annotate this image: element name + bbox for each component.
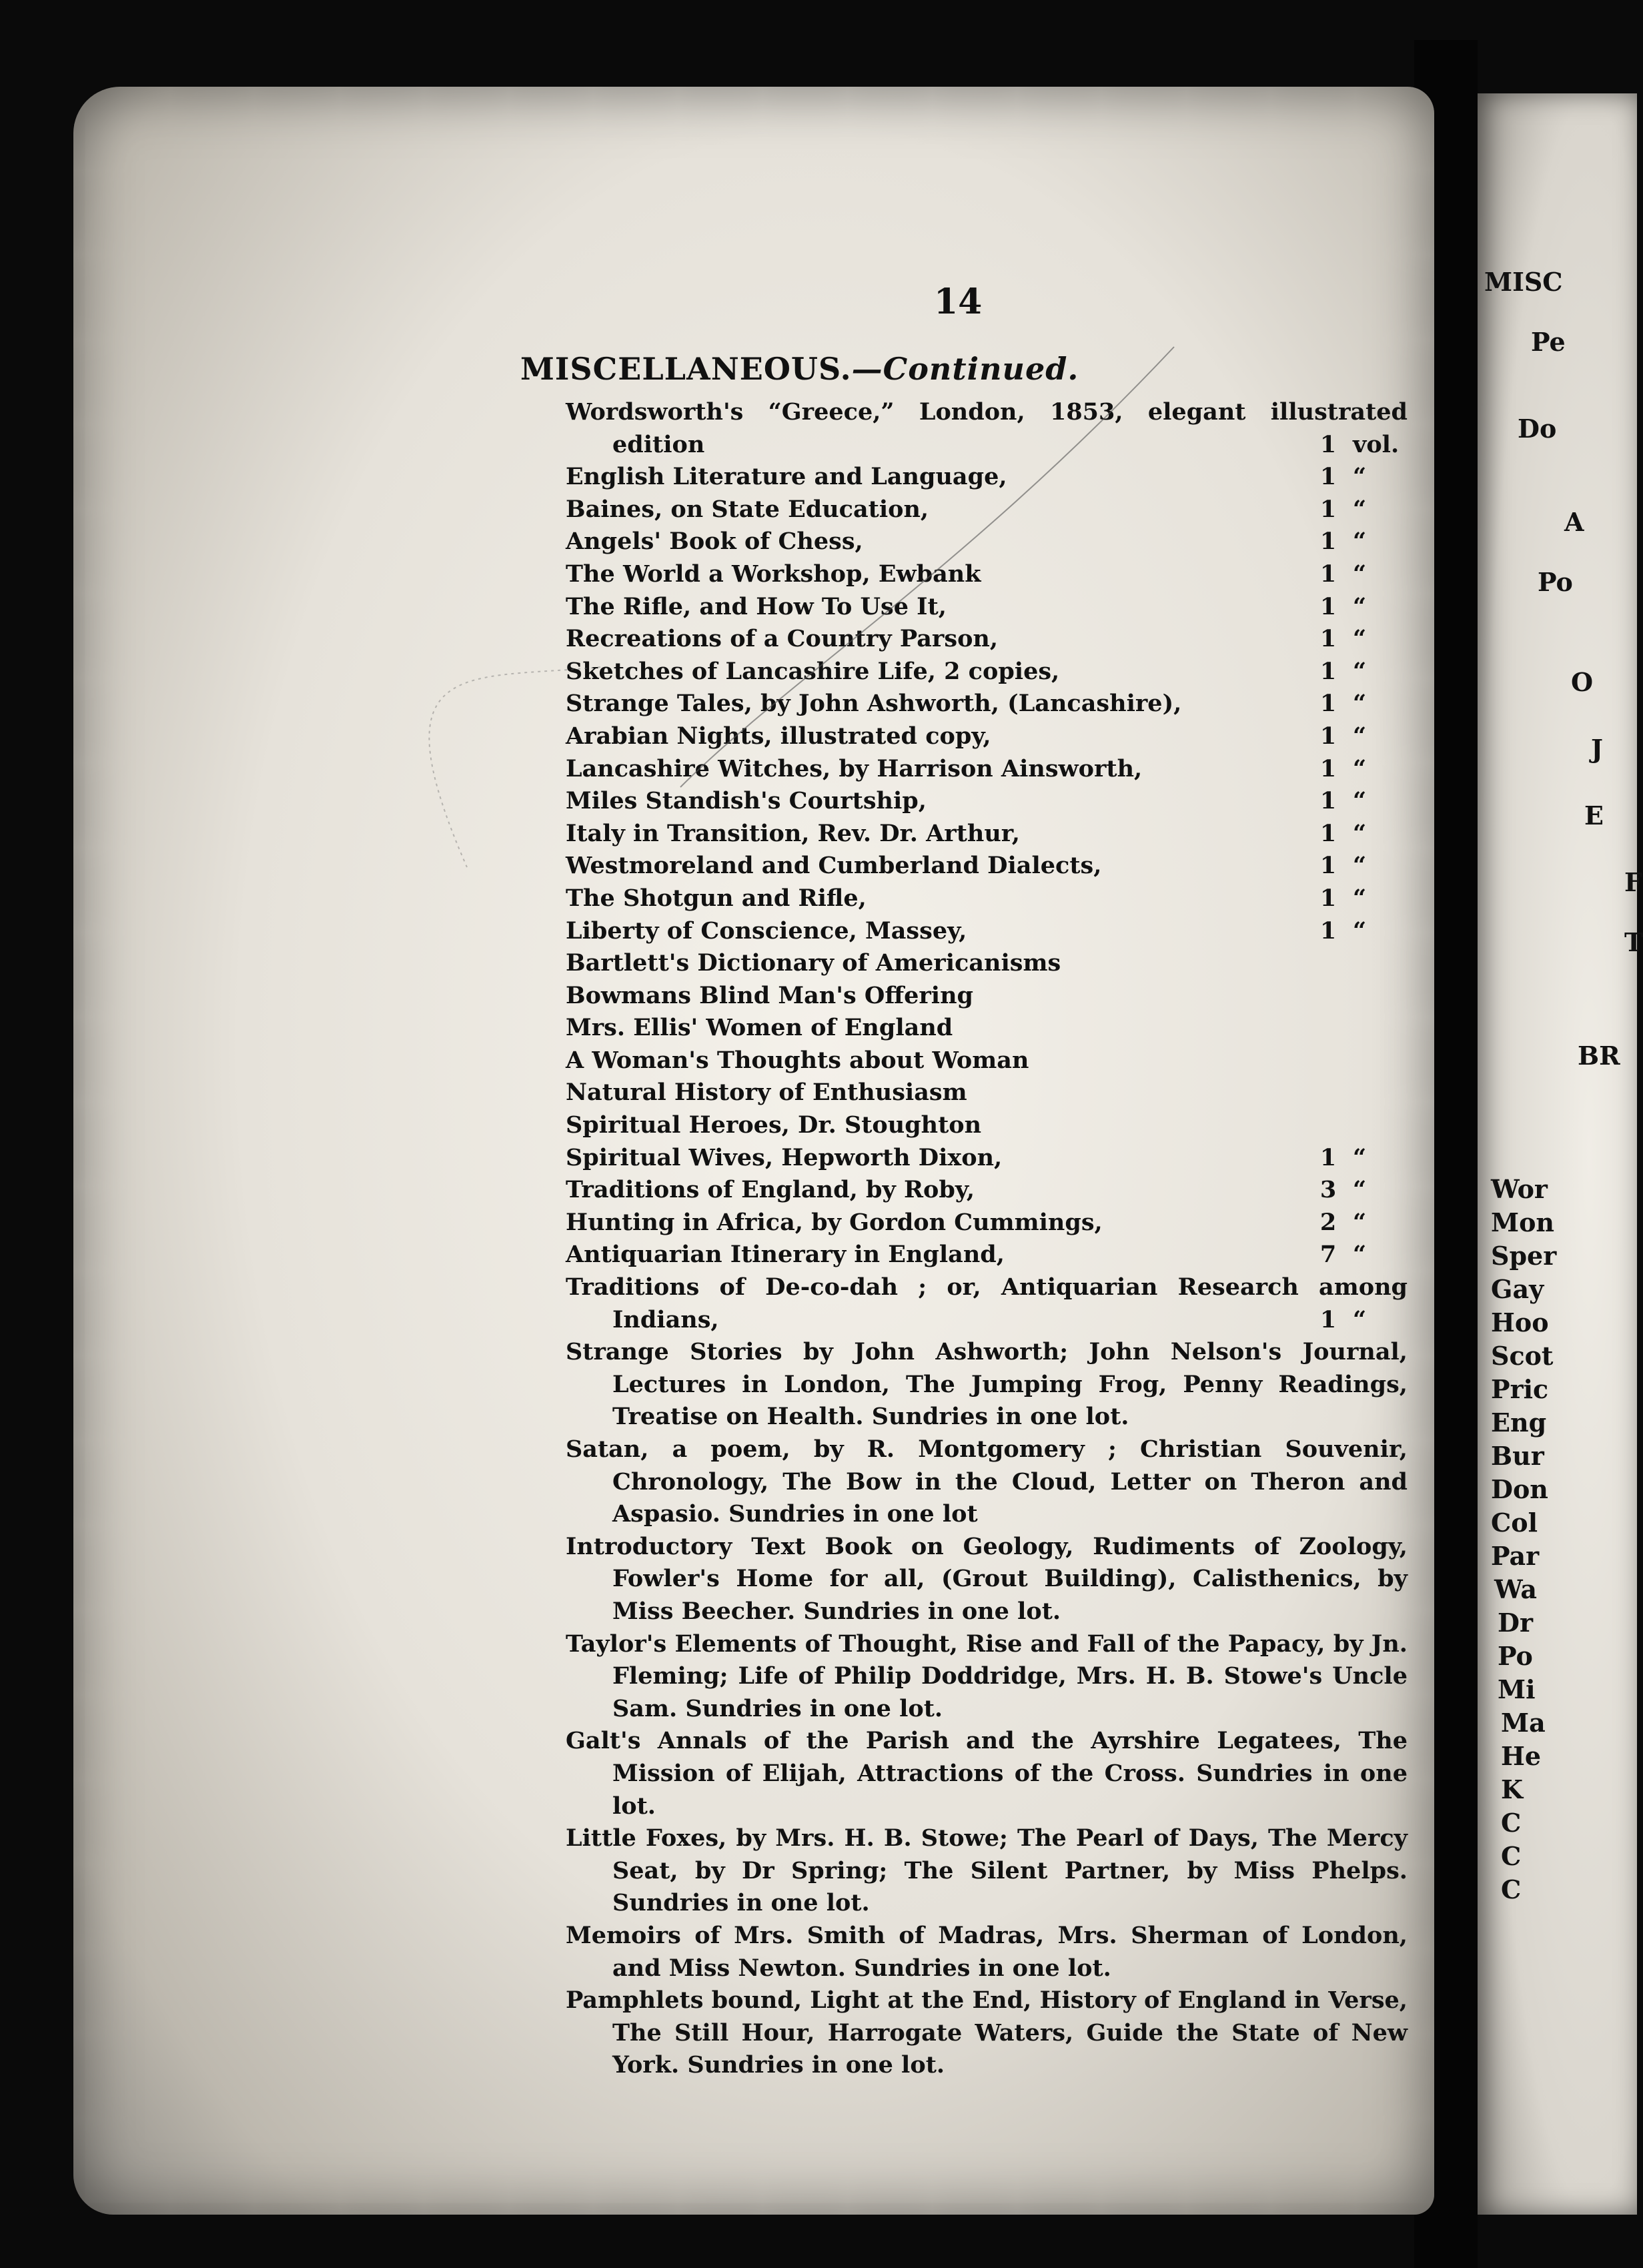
entry-title: Sketches of Lancashire Life, 2 copies, — [566, 657, 1060, 685]
entry-quantity: 1 — [1319, 495, 1337, 523]
facing-page-fragment: Wor — [1491, 1174, 1548, 1204]
facing-page-fragment: Ma — [1501, 1708, 1546, 1738]
facing-page-fragment: Don — [1491, 1474, 1548, 1504]
entry-quantity: 1 — [1319, 592, 1337, 620]
facing-page-fragment: Eng — [1491, 1407, 1547, 1438]
facing-page-fragment: F — [1624, 867, 1642, 897]
entry-unit: “ — [1353, 690, 1367, 718]
facing-page-fragment: O — [1571, 667, 1594, 697]
entry-quantity: 1 — [1319, 787, 1337, 815]
facing-page-fragment: Bur — [1491, 1441, 1544, 1471]
entry-unit: “ — [1353, 495, 1367, 523]
entry-quantity: 1 — [1319, 1143, 1337, 1171]
entry-unit: “ — [1353, 852, 1367, 880]
facing-page-fragment: Par — [1491, 1541, 1540, 1571]
facing-page-fragment: Gay — [1491, 1274, 1544, 1304]
entry-title: Lancashire Witches, by Harrison Ainsworth, — [566, 754, 1143, 782]
entry-title: Recreations of a Country Parson, — [566, 625, 999, 653]
entry-title: Galt's Annals of the Parish and the Ayrshire Legatees, The Mission of Elijah, Attractions of the Cross. Sundries in one lot. — [566, 1727, 1408, 1820]
facing-page-fragment: He — [1501, 1741, 1542, 1771]
section-title: MISCELLANEOUS. — [520, 351, 852, 387]
entry-quantity: 1 — [1319, 722, 1337, 750]
entry-title: Wordsworth's “Greece,” London, 1853, elegant illustrated edition — [566, 398, 1408, 458]
entry-quantity: 1 — [1319, 754, 1337, 782]
entry-title: Satan, a poem, by R. Montgomery ; Christian Souvenir, Chronology, The Bow in the Cloud, Letter on Theron and Aspasio. Sundries in one lot — [566, 1436, 1408, 1528]
entry-title: Bowmans Blind Man's Offering — [566, 981, 973, 1009]
entry-unit: “ — [1353, 917, 1367, 945]
entry-quantity: 1 — [1319, 625, 1337, 653]
entry-title: The Rifle, and How To Use It, — [566, 592, 947, 620]
entry-quantity: 1 — [1319, 430, 1337, 458]
facing-page-fragment: Mon — [1491, 1207, 1555, 1237]
entry-unit: “ — [1353, 592, 1367, 620]
entry-title: The World a Workshop, Ewbank — [566, 560, 981, 588]
facing-page-fragment: Po — [1538, 567, 1573, 597]
entry-unit: “ — [1353, 625, 1367, 653]
facing-page-fragment: Dr — [1498, 1608, 1533, 1638]
facing-page-fragment: J — [1591, 734, 1603, 764]
entry-quantity: 1 — [1319, 657, 1337, 685]
facing-page-fragment: C — [1501, 1874, 1522, 1904]
entry-title: Bartlett's Dictionary of Americanisms — [566, 949, 1061, 977]
entry-title: A Woman's Thoughts about Woman — [566, 1046, 1029, 1074]
entry-unit: “ — [1353, 1176, 1367, 1204]
entry-title: Introductory Text Book on Geology, Rudiments of Zoology, Fowler's Home for all, (Grout Building), Calisthenics, by Miss Beecher. Sundries in one lot. — [566, 1532, 1408, 1625]
entry-unit: “ — [1353, 787, 1367, 815]
entry-quantity: 1 — [1319, 819, 1337, 847]
entry-title: Pamphlets bound, Light at the End, History of England in Verse, The Still Hour, Harrogate Waters, Guide the State of New York. Sundries in one lot. — [566, 1987, 1408, 2079]
entry-unit: “ — [1353, 463, 1367, 491]
facing-page-fragment: BR — [1578, 1041, 1620, 1071]
entry-quantity: 1 — [1319, 852, 1337, 880]
facing-page-fragment: Col — [1491, 1508, 1538, 1538]
entry-title: Angels' Book of Chess, — [566, 528, 863, 556]
facing-page-fragment: C — [1501, 1808, 1522, 1838]
entry-quantity: 1 — [1319, 917, 1337, 945]
entry-quantity: 1 — [1319, 560, 1337, 588]
entry-unit: vol. — [1353, 430, 1400, 458]
entry-unit: “ — [1353, 884, 1367, 912]
facing-page-fragment: Sper — [1491, 1241, 1557, 1271]
entry-unit: “ — [1353, 657, 1367, 685]
entry-quantity: 1 — [1319, 690, 1337, 718]
entry-unit: “ — [1353, 722, 1367, 750]
facing-page-fragment: Do — [1518, 414, 1557, 444]
entry-unit: “ — [1353, 1143, 1367, 1171]
entry-quantity: 1 — [1319, 1305, 1337, 1333]
entry-title: Liberty of Conscience, Massey, — [566, 917, 967, 945]
entry-title: Miles Standish's Courtship, — [566, 787, 927, 815]
facing-page-fragment: C — [1501, 1841, 1522, 1871]
facing-page-fragment: T — [1624, 927, 1643, 957]
entry-title: Spiritual Wives, Hepworth Dixon, — [566, 1143, 1003, 1171]
entry-title: Taylor's Elements of Thought, Rise and Fall of the Papacy, by Jn. Fleming; Life of Philip Doddridge, Mrs. H. B. Stowe's Uncle Sam. Sundries in one lot. — [566, 1630, 1408, 1722]
entry-title: Strange Tales, by John Ashworth, (Lancashire), — [566, 690, 1182, 718]
entry-title: English Literature and Language, — [566, 463, 1007, 491]
facing-page-fragment: K — [1501, 1774, 1524, 1804]
entry-title: Natural History of Enthusiasm — [566, 1079, 967, 1107]
facing-page-fragment: Wa — [1494, 1574, 1537, 1604]
facing-page-fragment: Mi — [1498, 1674, 1536, 1704]
entry-title: Antiquarian Itinerary in England, — [566, 1241, 1005, 1269]
entry-unit: “ — [1353, 1305, 1367, 1333]
entry-unit: “ — [1353, 1241, 1367, 1269]
facing-page-fragment: A — [1564, 507, 1584, 537]
entry-unit: “ — [1353, 819, 1367, 847]
facing-page-fragment: Scot — [1491, 1341, 1554, 1371]
entry-title: Strange Stories by John Ashworth; John Nelson's Journal, Lectures in London, The Jumping Frog, Penny Readings, Treatise on Health. Sundries in one lot. — [566, 1338, 1408, 1431]
entry-title: Hunting in Africa, by Gordon Cummings, — [566, 1208, 1103, 1236]
entry-quantity: 3 — [1319, 1176, 1337, 1204]
entry-quantity: 7 — [1319, 1241, 1337, 1269]
entry-title: Traditions of De-co-dah ; or, Antiquarian Research among Indians, — [566, 1273, 1408, 1333]
entry-quantity: 1 — [1319, 528, 1337, 556]
section-continued-label: —Continued. — [851, 351, 1079, 387]
facing-page-fragment: E — [1584, 800, 1604, 830]
entry-quantity: 1 — [1319, 463, 1337, 491]
entry-title: Arabian Nights, illustrated copy, — [566, 722, 991, 750]
entry-title: The Shotgun and Rifle, — [566, 884, 867, 912]
entry-unit: “ — [1353, 754, 1367, 782]
facing-page-fragment: Pe — [1531, 327, 1566, 357]
facing-page-fragment: Hoo — [1491, 1307, 1549, 1337]
entry-title: Little Foxes, by Mrs. H. B. Stowe; The Pearl of Days, The Mercy Seat, by Dr Spring; The Silent Partner, by Miss Phelps. Sundries in one lot. — [566, 1824, 1408, 1917]
entry-unit: “ — [1353, 528, 1367, 556]
entry-title: Italy in Transition, Rev. Dr. Arthur, — [566, 819, 1020, 847]
entry-title: Memoirs of Mrs. Smith of Madras, Mrs. Sherman of London, and Miss Newton. Sundries in one lot. — [566, 1921, 1408, 1982]
entry-title: Baines, on State Education, — [566, 495, 929, 523]
entry-title: Westmoreland and Cumberland Dialects, — [566, 852, 1102, 880]
entry-quantity: 2 — [1319, 1208, 1337, 1236]
facing-page-fragment: Pric — [1491, 1374, 1549, 1404]
entry-quantity: 1 — [1319, 884, 1337, 912]
facing-page-fragment: MISC — [1484, 267, 1563, 297]
entry-title: Spiritual Heroes, Dr. Stoughton — [566, 1111, 982, 1139]
facing-page-fragment: Po — [1498, 1641, 1533, 1671]
entry-title: Traditions of England, by Roby, — [566, 1176, 975, 1204]
page-number: 14 — [934, 281, 983, 322]
entry-unit: “ — [1353, 560, 1367, 588]
entry-unit: “ — [1353, 1208, 1367, 1236]
entry-title: Mrs. Ellis' Women of England — [566, 1014, 953, 1042]
